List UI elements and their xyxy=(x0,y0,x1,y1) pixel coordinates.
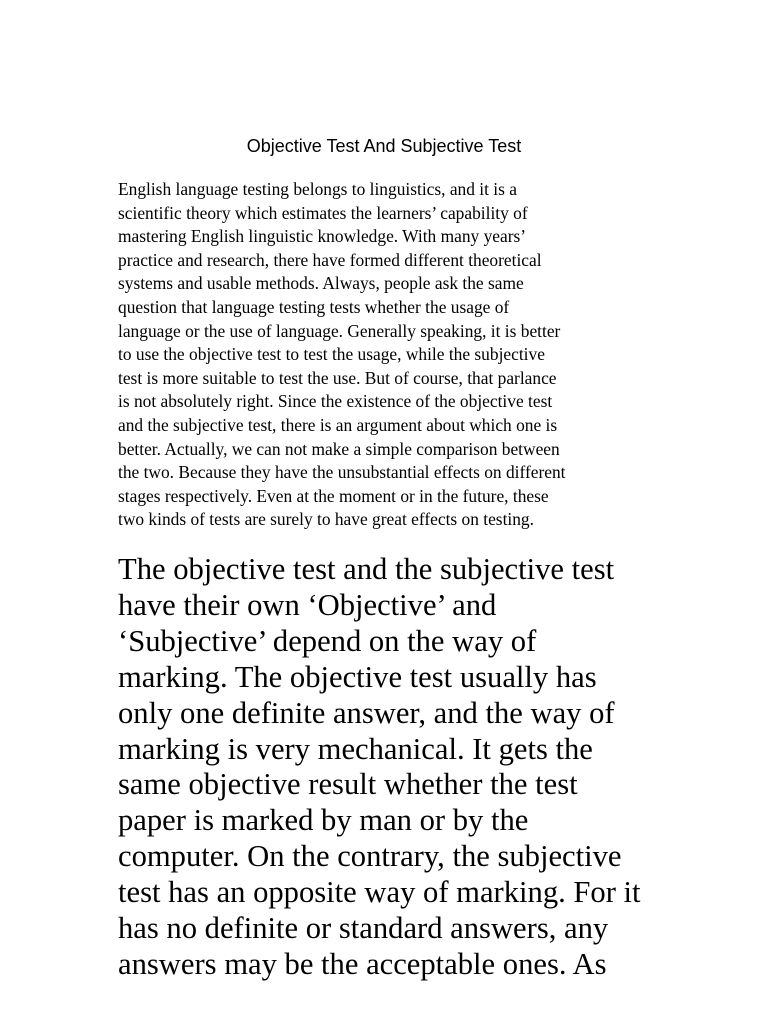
page-title: Objective Test And Subjective Test xyxy=(246,136,522,156)
text-line: language or the use of language. Generally speaking, it is better xyxy=(118,320,561,341)
text-line: better. Actually, we can not make a simple comparison between xyxy=(118,438,560,459)
text-line: have their own ‘Objective’ and xyxy=(118,587,497,622)
text-line: same objective result whether the test xyxy=(118,767,578,802)
text-line: marking. The objective test usually has xyxy=(118,659,597,694)
text-line: scientific theory which estimates the learners’ capability of xyxy=(118,202,528,223)
text-line: and the subjective test, there is an argument about which one is xyxy=(118,414,558,435)
text-line: computer. On the contrary, the subjective xyxy=(118,839,622,874)
text-line: paper is marked by man or by the xyxy=(118,803,529,838)
text-line: question that language testing tests whether the usage of xyxy=(118,296,510,317)
text-line: is not absolutely right. Since the existence of the objective test xyxy=(118,391,553,412)
text-line: only one definite answer, and the way of xyxy=(118,695,615,730)
text-line: The objective test and the subjective test xyxy=(118,552,615,586)
text-line: two kinds of tests are surely to have great effects on testing. xyxy=(118,509,534,530)
text-line: the two. Because they have the unsubstantial effects on different xyxy=(118,462,566,483)
paragraph-intro xyxy=(118,178,566,532)
text-line: answers may be the acceptable ones. As xyxy=(118,946,607,981)
text-line: has no definite or standard answers, any xyxy=(118,911,609,946)
text-line: stages respectively. Even at the moment or in the future, these xyxy=(118,485,549,506)
text-line: ‘Subjective’ depend on the way of xyxy=(118,623,537,658)
paragraph-body xyxy=(118,552,641,983)
text-line: marking is very mechanical. It gets the xyxy=(118,731,593,766)
text-line: English language testing belongs to linguistics, and it is a xyxy=(118,179,517,199)
text-line: test has an opposite way of marking. For it xyxy=(118,875,641,910)
text-line: to use the objective test to test the usage, while the subjective xyxy=(118,344,545,365)
text-line: mastering English linguistic knowledge. With many years’ xyxy=(118,226,527,247)
text-line: test is more suitable to test the use. But of course, that parlance xyxy=(118,367,557,388)
text-line: practice and research, there have formed different theoretical xyxy=(118,249,542,270)
text-line: systems and usable methods. Always, people ask the same xyxy=(118,273,524,294)
